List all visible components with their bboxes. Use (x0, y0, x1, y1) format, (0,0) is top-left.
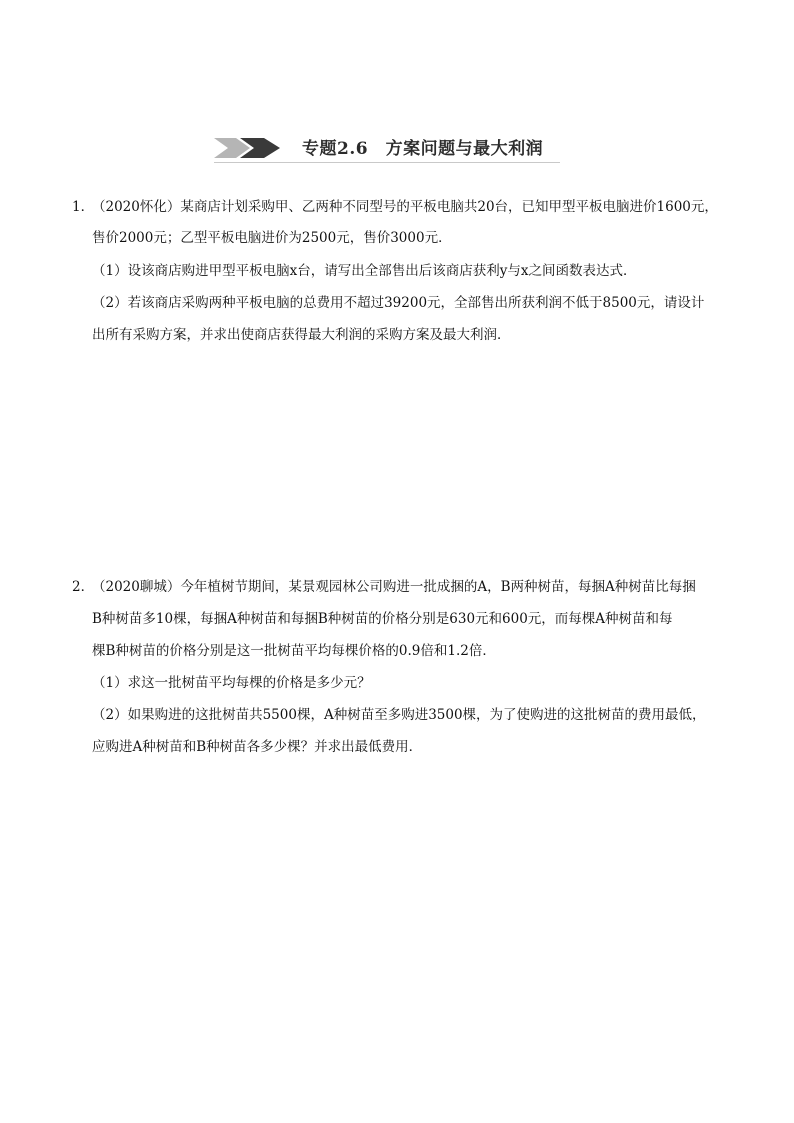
problem-1-part-2: （2）若该商店采购两种平板电脑的总费用不超过39200元，全部售出所获利润不低于8500元，请设计 (92, 295, 705, 311)
problem-1-part-2-cont: 出所有采购方案，并求出使商店获得最大利润的采购方案及最大利润． (92, 327, 511, 343)
page-title: 专题2.6 方案问题与最大利润 (302, 139, 544, 159)
problem-1-line-1 (72, 192, 718, 223)
title-block (214, 132, 564, 166)
problem-1-number: 1． (72, 199, 95, 215)
problem-2-part-2: （2）如果购进的这批树苗共5500棵，A种树苗至多购进3500棵，为了使购进的这批树苗的费用最低， (92, 707, 706, 723)
problem-1-line-2: 售价2000元；乙型平板电脑进价为2500元，售价3000元． (92, 230, 452, 246)
problem-2-line-2: B种树苗多10棵，每捆A种树苗和每捆B种树苗的价格分别是630元和600元，而每棵A种树苗和每 (92, 611, 673, 627)
problem-2-number: 2． (72, 579, 95, 595)
problem-2-line-3: 棵B种树苗的价格分别是这一批树苗平均每棵价格的0.9倍和1.2倍． (92, 643, 496, 659)
problem-2-text-1: （2020聊城）今年植树节期间，某景观园林公司购进一批成捆的A，B两种树苗，每捆A种树苗比每捆 (92, 579, 696, 595)
problem-2-part-1: （1）求这一批树苗平均每棵的价格是多少元？ (92, 675, 371, 691)
problem-1-text-1: （2020怀化）某商店计划采购甲、乙两种不同型号的平板电脑共20台，已知甲型平板电脑进价1600元， (92, 199, 718, 215)
problem-1-part-1: （1）设该商店购进甲型平板电脑x台，请写出全部售出后该商店获利y与x之间函数表达式． (92, 263, 637, 279)
double-chevron-icon (214, 136, 294, 160)
title-underline (214, 162, 560, 163)
problem-2-part-2-cont: 应购进A种树苗和B种树苗各多少棵？并求出最低费用． (92, 739, 423, 755)
problem-2-line-1 (72, 572, 696, 603)
